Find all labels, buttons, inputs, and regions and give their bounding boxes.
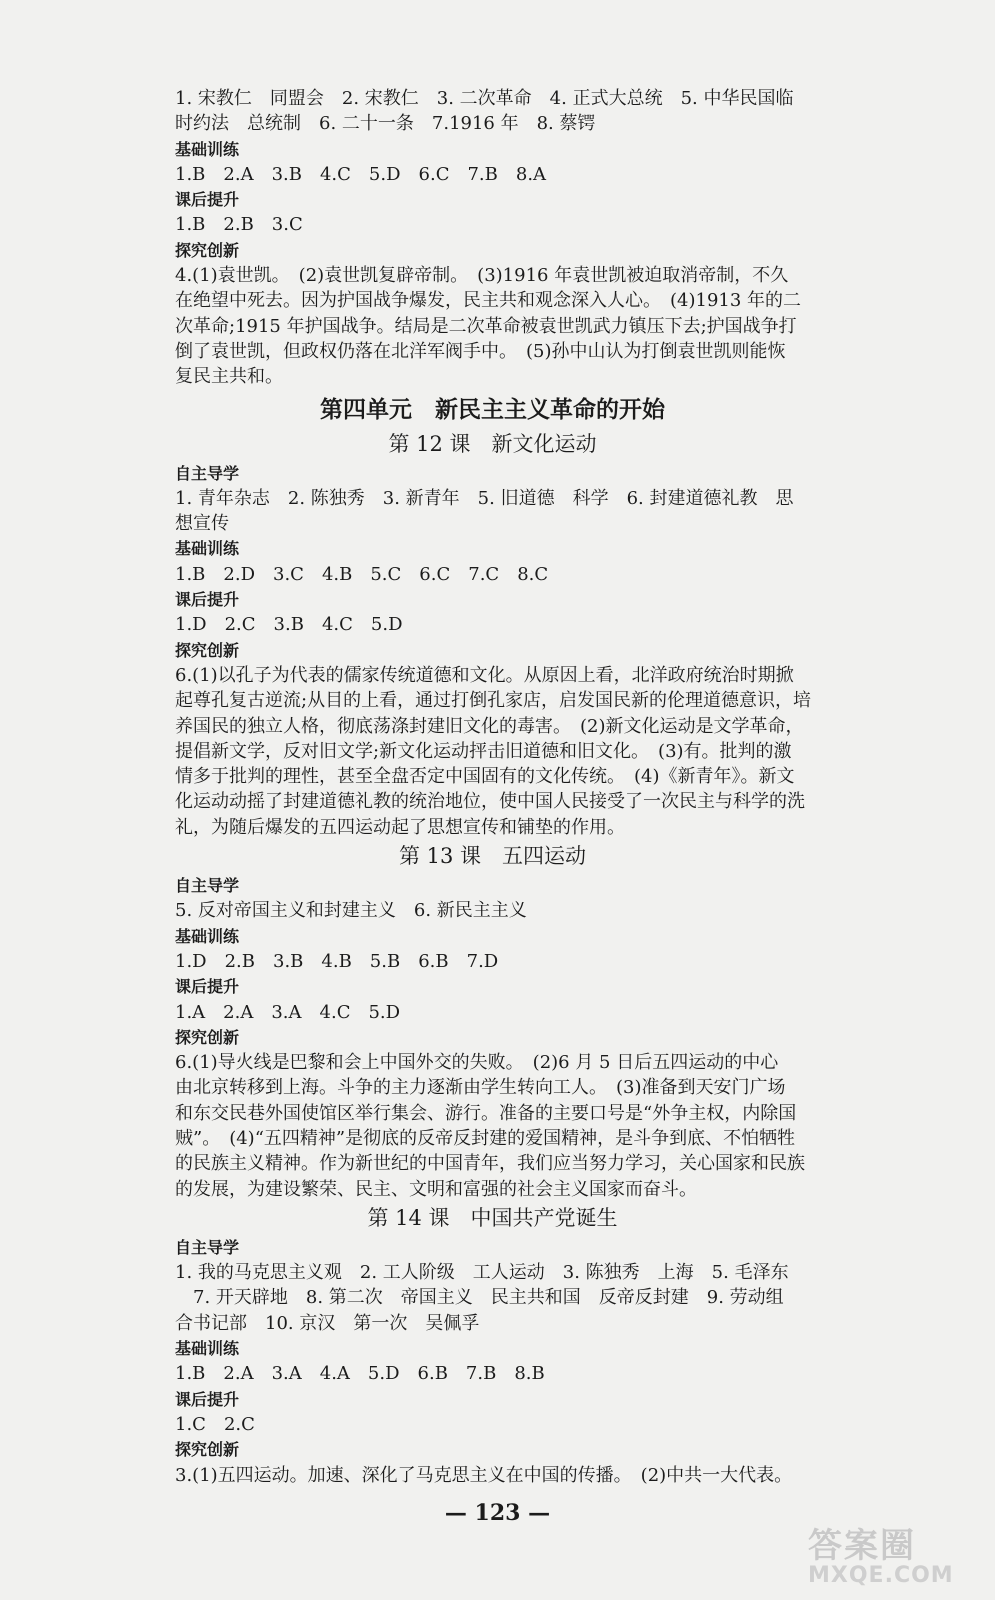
lesson-title: 第 13 课 五四运动: [398, 844, 587, 869]
basic-answers: 1.B 2.D 3.C 4.B 5.C 6.C 7.C 8.C: [175, 563, 549, 585]
section-heading-after: 课后提升: [175, 590, 240, 610]
text-line: 在绝望中死去。因为护国战争爆发，民主共和观念深入人心。 (4)1913 年的二: [175, 290, 802, 312]
section-heading-basic: 基础训练: [175, 926, 240, 946]
guide-answers: [175, 486, 810, 537]
section-heading-after: 课后提升: [175, 1389, 240, 1409]
watermark-url: MXQE.COM: [808, 1563, 954, 1588]
text-line: 1. 青年杂志 2. 陈独秀 3. 新青年 5. 旧道德 科学 6. 封建道德礼教 思: [175, 487, 794, 509]
text-line: 和东交民巷外国使馆区举行集会、游行。准备的主要口号是“外争主权，内除国: [175, 1102, 797, 1124]
section-heading-explore: 探究创新: [175, 640, 240, 660]
text-line: 起尊孔复古逆流;从目的上看，通过打倒孔家店，启发国民新的伦理道德意识，培: [175, 690, 812, 712]
text-line: 6.(1)以孔子为代表的儒家传统道德和文化。从原因上看，北洋政府统治时期掀: [175, 664, 794, 686]
unit-title: 第四单元 新民主主义革命的开始: [320, 396, 665, 423]
text-line: 次革命;1915 年护国战争。结局是二次革命被袁世凯武力镇压下去;护国战争打: [175, 315, 797, 337]
explore-answers: 3.(1)五四运动。加速、深化了马克思主义在中国的传播。 (2)中共一大代表。: [175, 1464, 793, 1486]
section-heading-basic: 基础训练: [175, 139, 240, 159]
section-heading-explore: 探究创新: [175, 1440, 240, 1460]
explore-answers: [175, 263, 810, 389]
text-line: 时约法 总统制 6. 二十一条 7.1916 年 8. 蔡锷: [175, 113, 596, 135]
text-line: 4.(1)袁世凯。 (2)袁世凯复辟帝制。 (3)1916 年袁世凯被迫取消帝制，不久: [175, 265, 789, 287]
section-heading-guide: 自主导学: [175, 876, 240, 896]
page-number: — 123 —: [444, 1500, 551, 1526]
text-line: 想宣传: [175, 513, 229, 535]
section-heading-after: 课后提升: [175, 977, 240, 997]
text-line: 化运动动摇了封建道德礼教的统治地位，使中国人民接受了一次民主与科学的洗: [175, 791, 805, 813]
section-heading-explore: 探究创新: [175, 240, 240, 260]
text-line: 由北京转移到上海。斗争的主力逐渐由学生转向工人。 (3)准备到天安门广场: [175, 1077, 786, 1099]
after-answers: 1.B 2.B 3.C: [175, 214, 303, 236]
basic-answers: 1.B 2.A 3.A 4.A 5.D 6.B 7.B 8.B: [175, 1363, 545, 1385]
explore-answers: [175, 663, 810, 840]
section-heading-guide: 自主导学: [175, 1237, 240, 1257]
guide-answers: 5. 反对帝国主义和封建主义 6. 新民主主义: [175, 900, 527, 922]
answer-content: [175, 86, 810, 1488]
text-line: 7. 开天辟地 8. 第二次 帝国主义 民主共和国 反帝反封建 9. 劳动组: [175, 1287, 784, 1309]
guide-answers: [175, 1260, 810, 1336]
basic-answers: 1.B 2.A 3.B 4.C 5.D 6.C 7.B 8.A: [175, 163, 547, 185]
text-line: 1. 宋教仁 同盟会 2. 宋教仁 3. 二次革命 4. 正式大总统 5. 中华民国临: [175, 88, 794, 109]
text-line: 贼”。 (4)“五四精神”是彻底的反帝反封建的爱国精神，是斗争到底、不怕牺牲: [175, 1127, 796, 1149]
text-line: 养国民的独立人格，彻底荡涤封建旧文化的毒害。 (2)新文化运动是文学革命，: [175, 715, 804, 737]
text-line: 礼，为随后爆发的五四运动起了思想宣传和铺垫的作用。: [175, 816, 625, 838]
watermark-logo: [808, 1518, 988, 1594]
text-line: 6.(1)导火线是巴黎和会上中国外交的失败。 (2)6 月 5 日后五四运动的中心: [175, 1052, 779, 1074]
after-answers: 1.A 2.A 3.A 4.C 5.D: [175, 1001, 401, 1023]
basic-answers: 1.D 2.B 3.B 4.B 5.B 6.B 7.D: [175, 950, 499, 972]
watermark-mark: 答案圈: [808, 1526, 916, 1566]
lesson-title: 第 12 课 新文化运动: [388, 431, 597, 456]
section-heading-explore: 探究创新: [175, 1027, 240, 1047]
after-answers: 1.C 2.C: [175, 1413, 255, 1435]
section-heading-basic: 基础训练: [175, 1339, 240, 1359]
text-line: 倒了袁世凯，但政权仍落在北洋军阀手中。 (5)孙中山认为打倒袁世凯则能恢: [175, 340, 786, 362]
intro-guide: [175, 86, 810, 137]
lesson-title: 第 14 课 中国共产党诞生: [367, 1205, 618, 1230]
text-line: 情多于批判的理性，甚至全盘否定中国固有的文化传统。 (4)《新青年》。新文: [175, 766, 795, 788]
text-line: 1. 我的马克思主义观 2. 工人阶级 工人运动 3. 陈独秀 上海 5. 毛泽东: [175, 1262, 789, 1284]
section-heading-after: 课后提升: [175, 190, 240, 210]
text-line: 合书记部 10. 京汉 第一次 吴佩孚: [175, 1312, 480, 1334]
section-heading-basic: 基础训练: [175, 539, 240, 559]
explore-answers: [175, 1050, 810, 1202]
text-line: 提倡新文学，反对旧文学;新文化运动抨击旧道德和旧文化。 (3)有。批判的激: [175, 740, 792, 762]
after-answers: 1.D 2.C 3.B 4.C 5.D: [175, 614, 403, 636]
text-line: 复民主共和。: [175, 366, 283, 388]
section-heading-guide: 自主导学: [175, 463, 240, 483]
text-line: 的民族主义精神。作为新世纪的中国青年，我们应当努力学习，关心国家和民族: [175, 1153, 805, 1175]
text-line: 的发展，为建设繁荣、民主、文明和富强的社会主义国家而奋斗。: [175, 1178, 697, 1200]
